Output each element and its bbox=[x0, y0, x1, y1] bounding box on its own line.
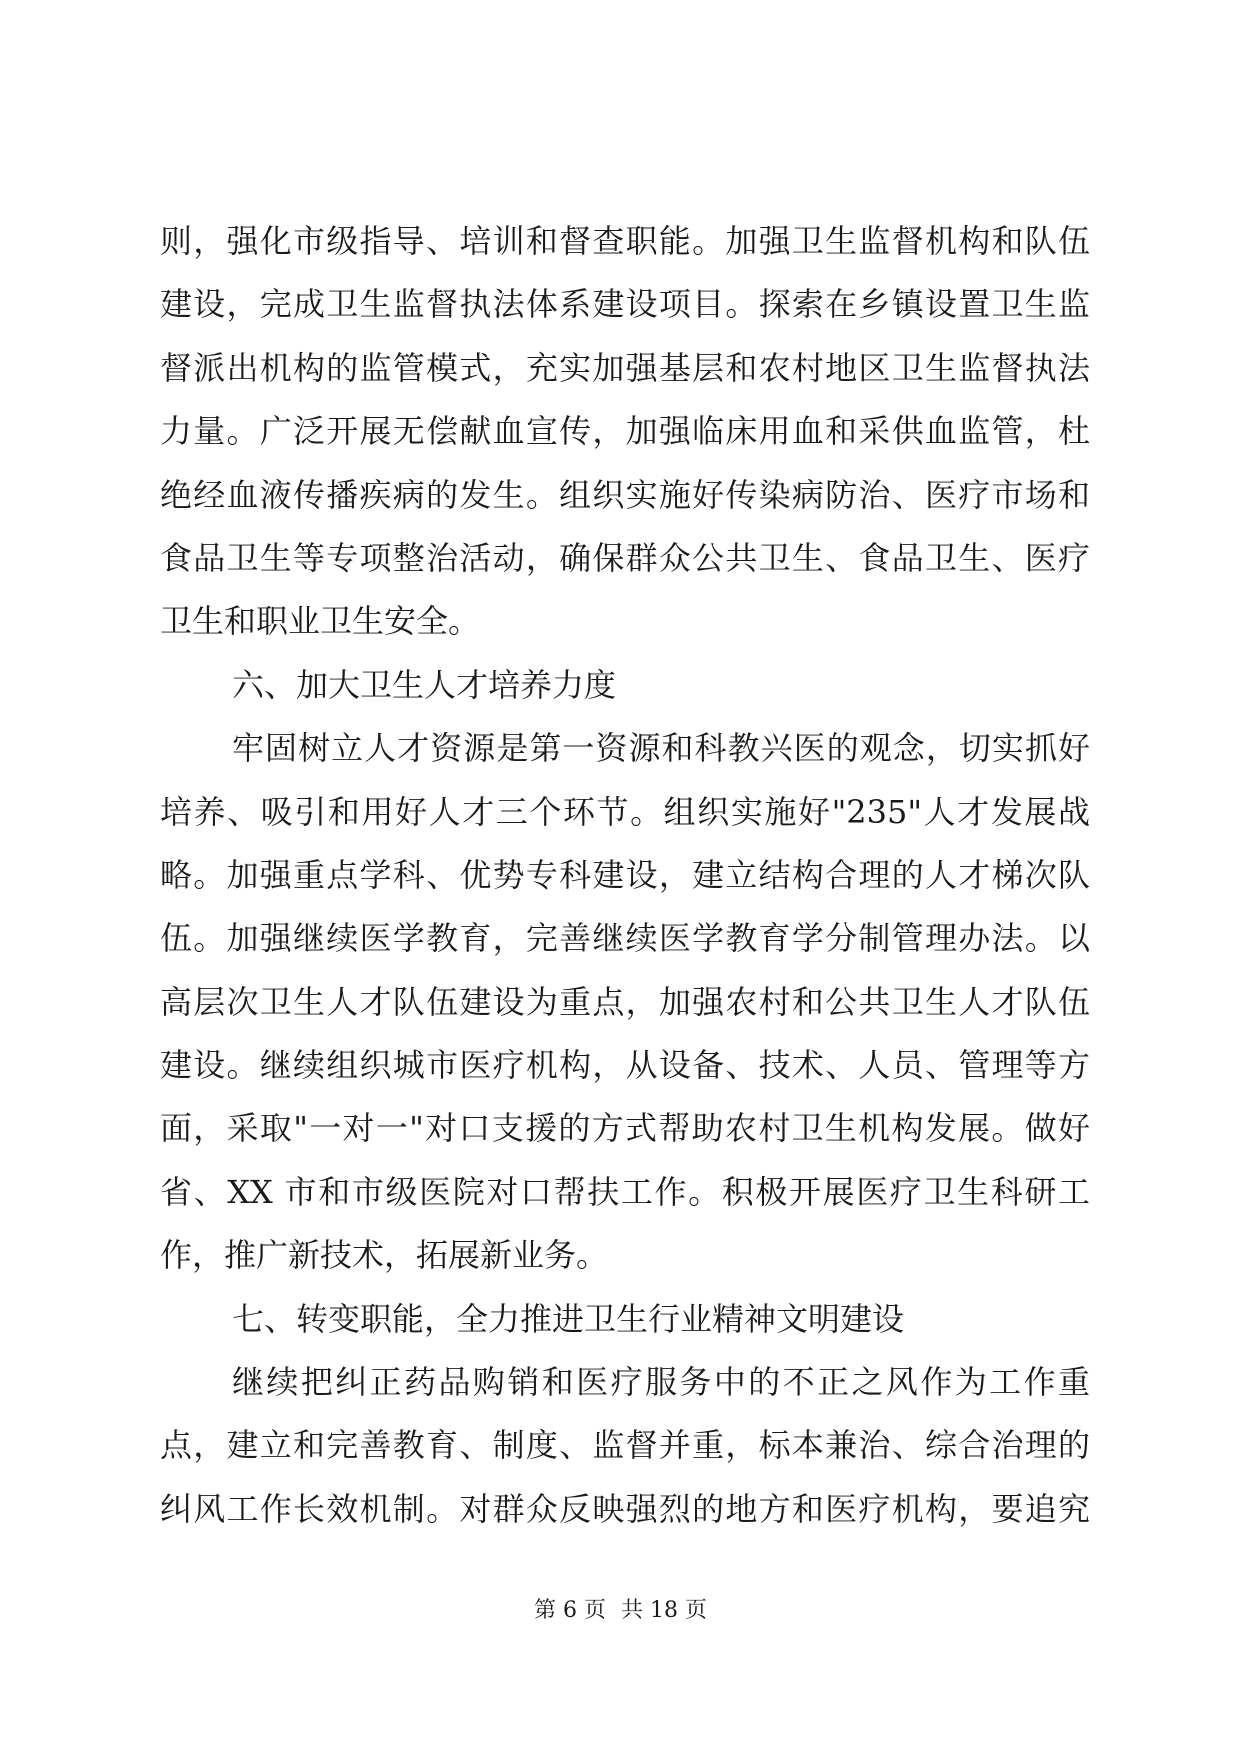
page-footer bbox=[0, 1597, 1241, 1625]
paragraph-first-line: 牢固树立人才资源是第一资源和科教兴医的观念，切实抓好 bbox=[232, 729, 1090, 768]
page-total: 共 18 页 bbox=[621, 1598, 707, 1623]
body-line: 面，采取"一对一"对口支援的方式帮助农村卫生机构发展。做好 bbox=[160, 1109, 1090, 1148]
body-line: 培养、吸引和用好人才三个环节。组织实施好"235"人才发展战 bbox=[160, 792, 1090, 831]
body-line: 食品卫生等专项整治活动，确保群众公共卫生、食品卫生、医疗 bbox=[160, 538, 1090, 577]
body-line: 点，建立和完善教育、制度、监督并重，标本兼治、综合治理的 bbox=[160, 1426, 1090, 1465]
body-line-last: 作，推广新技术，拓展新业务。 bbox=[160, 1236, 609, 1275]
body-line: 省、XX 市和市级医院对口帮扶工作。积极开展医疗卫生科研工 bbox=[160, 1172, 1090, 1211]
body-line: 高层次卫生人才队伍建设为重点，加强农村和公共卫生人才队伍 bbox=[160, 982, 1090, 1021]
section-heading-7: 七、转变职能，全力推进卫生行业精神文明建设 bbox=[232, 1299, 905, 1338]
body-line: 建设，完成卫生监督执法体系建设项目。探索在乡镇设置卫生监 bbox=[160, 285, 1090, 324]
body-line: 则，强化市级指导、培训和督查职能。加强卫生监督机构和队伍 bbox=[160, 222, 1090, 260]
body-line: 纠风工作长效机制。对群众反映强烈的地方和医疗机构，要追究 bbox=[160, 1489, 1090, 1528]
page-number: 第 6 页 bbox=[534, 1598, 606, 1623]
paragraph-first-line: 继续把纠正药品购销和医疗服务中的不正之风作为工作重 bbox=[232, 1363, 1090, 1402]
section-heading-6: 六、加大卫生人才培养力度 bbox=[232, 665, 617, 704]
body-line: 绝经血液传播疾病的发生。组织实施好传染病防治、医疗市场和 bbox=[160, 475, 1090, 514]
document-body bbox=[160, 222, 1090, 1553]
body-line: 力量。广泛开展无偿献血宣传，加强临床用血和采供血监管，杜 bbox=[160, 412, 1090, 451]
body-line-last: 卫生和职业卫生安全。 bbox=[160, 602, 481, 641]
body-line: 建设。继续组织城市医疗机构，从设备、技术、人员、管理等方 bbox=[160, 1046, 1090, 1085]
body-line: 略。加强重点学科、优势专科建设，建立结构合理的人才梯次队 bbox=[160, 855, 1090, 894]
body-line: 督派出机构的监管模式，充实加强基层和农村地区卫生监督执法 bbox=[160, 348, 1090, 387]
body-line: 伍。加强继续医学教育，完善继续医学教育学分制管理办法。以 bbox=[160, 919, 1090, 958]
